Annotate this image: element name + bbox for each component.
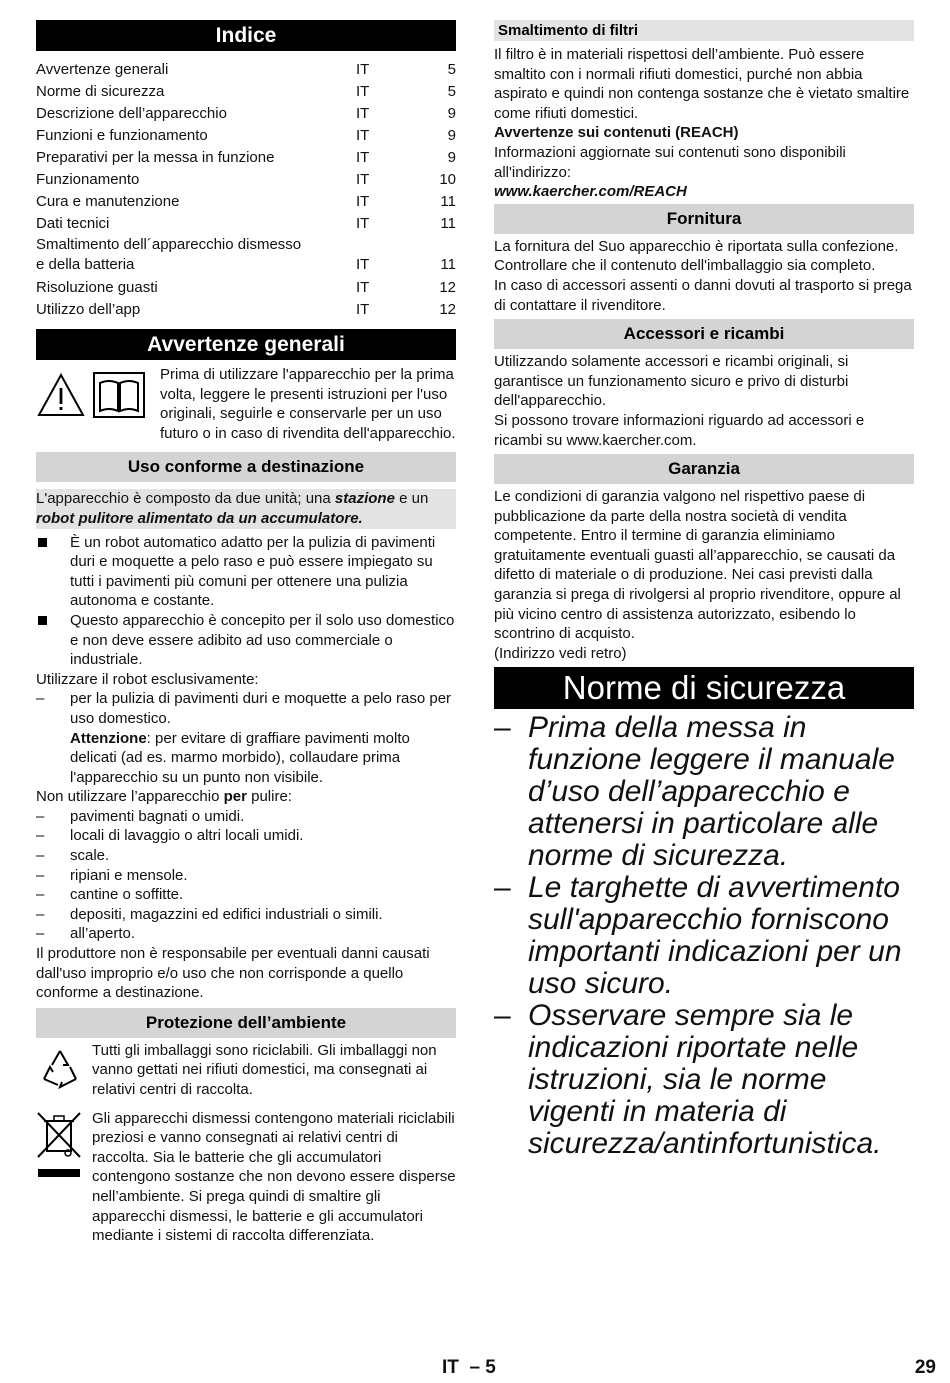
- bullet-square-icon: [38, 616, 47, 625]
- bullet-square-icon: [38, 538, 47, 547]
- filters-text: Il filtro è in materiali rispettosi dell’ambiente. Può essere smaltito con i normali rifiuti domestici, purché non abbia aspirato e quindi non contenga sostanze che è vietato smaltire come rifiuti domestici.: [494, 46, 910, 122]
- left-column: [36, 20, 456, 1246]
- use-liability: Il produttore non è responsabile per eventuali danni causati dall'uso improprio e/o uso che non corrisponde a quello conforme a destinazione.: [36, 945, 430, 1002]
- crossed-bin-icon: [36, 1109, 92, 1246]
- general-text: Prima di utilizzare l'apparecchio per la prima volta, leggere le presenti istruzioni per l'uso originali, seguirle e conservarle per un uso futuro o in caso di rivendita dell'apparecchio.: [160, 366, 456, 442]
- list-item: – pavimenti bagnati o umidi.: [36, 807, 245, 825]
- use-only-item: – per la pulizia di pavimenti duri e moquette a pelo raso per uso domestico. Attenzione: per evitare di graffiare pavimenti molto delicati (ad es. marmo morbido), collaudare prima l'apparecchio su un punto non visibile.: [36, 690, 452, 786]
- supply-text2: In caso di accessori assenti o danni dovuti al trasporto si prega di contattare il rivenditore.: [494, 276, 912, 314]
- warning-icon: [39, 375, 83, 415]
- use-only-label: Utilizzare il robot esclusivamente:: [36, 670, 259, 688]
- toc-list: [36, 59, 456, 321]
- accessories-text1: Utilizzando solamente accessori e ricambi originali, si garantisce un funzionamento sicuro e privo di disturbi dell'apparecchio.: [494, 353, 849, 410]
- toc-heading: Indice: [36, 20, 456, 51]
- safety-item: – Prima della messa in funzione leggere il manuale d’uso dell’apparecchio e attenersi in particolare alle norme di sicurezza.: [494, 711, 895, 873]
- toc-entry[interactable]: Dati tecnici IT 11: [36, 215, 456, 232]
- use-intro: L'apparecchio è composto da due unità; una stazione e un robot pulitore alimentato da un accumulatore.: [36, 489, 456, 528]
- toc-entry[interactable]: Preparativi per la messa in funzione IT 9: [36, 149, 456, 166]
- use-bullet: Questo apparecchio è concepito per il solo uso domestico e non deve essere adibito ad uso commerciale o industriale.: [36, 611, 456, 670]
- safety-item: – Le targhette di avvertimento sull'apparecchio forniscono importanti indicazioni per un uso sicuro.: [494, 871, 902, 1001]
- list-item: – cantine o soffitte.: [36, 886, 184, 904]
- use-bullet: È un robot automatico adatto per la pulizia di pavimenti duri e moquette a pelo raso e può essere impiegato su tutti i pavimenti più comuni per ottenere una pulizia autonoma e costante.: [36, 533, 456, 611]
- filters-heading: Smaltimento di filtri: [494, 20, 914, 41]
- reach-text: Informazioni aggiornate sui contenuti sono disponibili all'indirizzo:: [494, 143, 846, 181]
- safety-heading: Norme di sicurezza: [494, 667, 914, 709]
- manual-book-icon: [94, 373, 144, 417]
- warranty-text: Le condizioni di garanzia valgono nel rispettivo paese di pubblicazione da parte della nostra società di vendita competente. Entro il termine di garanzia eliminiamo gratuitamente eventuali guasti all’apparecchio, se causati da difetto di materiale o di produzione. Nei casi previsti dalla garanzia si prega di rivolgersi al proprio rivenditore, oppure al più vicino centro di assistenza autorizzato, esibendo lo scontrino di acquisto.: [494, 488, 901, 643]
- environment-packaging: [36, 1041, 456, 1100]
- accessories-heading: Accessori e ricambi: [494, 319, 914, 349]
- toc-entry[interactable]: Descrizione dell’apparecchio IT 9: [36, 105, 456, 122]
- environment-weee: [36, 1109, 456, 1246]
- list-item: – locali di lavaggio o altri locali umidi.: [36, 827, 304, 845]
- list-item: – scale.: [36, 847, 110, 865]
- reach-heading: Avvertenze sui contenuti (REACH): [494, 124, 739, 142]
- toc-entry[interactable]: Risoluzione guasti IT 12: [36, 279, 456, 296]
- supply-text1: La fornitura del Suo apparecchio è riportata sulla confezione. Controllare che il contenuto dell'imballaggio sia completo.: [494, 237, 899, 275]
- toc-entry[interactable]: Funzionamento IT 10: [36, 171, 456, 188]
- environment-text1: Tutti gli imballaggi sono riciclabili. Gli imballaggi non vanno gettati nei rifiuti domestici, ma consegnati ai relativi centri di raccolta.: [92, 1041, 437, 1098]
- list-item: – all’aperto.: [36, 925, 136, 943]
- toc-entry[interactable]: Norme di sicurezza IT 5: [36, 83, 456, 100]
- toc-entry[interactable]: Avvertenze generali IT 5: [36, 61, 456, 78]
- environment-text2: Gli apparecchi dismessi contengono materiali riciclabili preziosi e vanno consegnati ai relativi centri di raccolta. Sia le batterie che gli accumulatori contengono sostanze che non devono essere disperse nell’ambiente. Si prega quindi di smaltire gli apparecchi dismessi, le batterie e gli accumulatori mediante i sistemi di raccolta differenziata.: [92, 1109, 456, 1245]
- general-notice: [36, 365, 456, 443]
- accessories-text2: Si possono trovare informazioni riguardo ad accessori e ricambi su www.kaercher.com.: [494, 411, 865, 449]
- use-not-list: [36, 807, 456, 944]
- environment-heading: Protezione dell’ambiente: [36, 1008, 456, 1038]
- general-heading: Avvertenze generali: [36, 329, 456, 360]
- toc-entry[interactable]: Funzioni e funzionamento IT 9: [36, 127, 456, 144]
- recycle-icon: [36, 1041, 92, 1100]
- page-number: 29: [914, 1357, 936, 1378]
- warning-manual-icons: [36, 371, 148, 421]
- warranty-address: (Indirizzo vedi retro): [494, 644, 627, 662]
- right-column: [494, 20, 914, 1160]
- use-heading: Uso conforme a destinazione: [36, 452, 456, 482]
- reach-link[interactable]: www.kaercher.com/REACH: [494, 183, 687, 201]
- safety-list: [494, 712, 914, 1160]
- warranty-heading: Garanzia: [494, 454, 914, 484]
- footer-section: IT – 5: [442, 1357, 496, 1378]
- toc-entry[interactable]: Smaltimento dell´apparecchio dismesso e della batteria IT 11: [36, 236, 456, 273]
- toc-entry[interactable]: Cura e manutenzione IT 11: [36, 193, 456, 210]
- use-not-label: Non utilizzare l’apparecchio per pulire:: [36, 788, 292, 806]
- supply-heading: Fornitura: [494, 204, 914, 234]
- list-item: – ripiani e mensole.: [36, 866, 188, 884]
- toc-entry[interactable]: Utilizzo dell’app IT 12: [36, 301, 456, 318]
- safety-item: – Osservare sempre sia le indicazioni riportate nelle istruzioni, sia le norme vigenti in materia di sicurezza/antinfortunistica.: [494, 999, 882, 1161]
- general-icons: [36, 365, 160, 443]
- list-item: – depositi, magazzini ed edifici industriali o simili.: [36, 905, 383, 923]
